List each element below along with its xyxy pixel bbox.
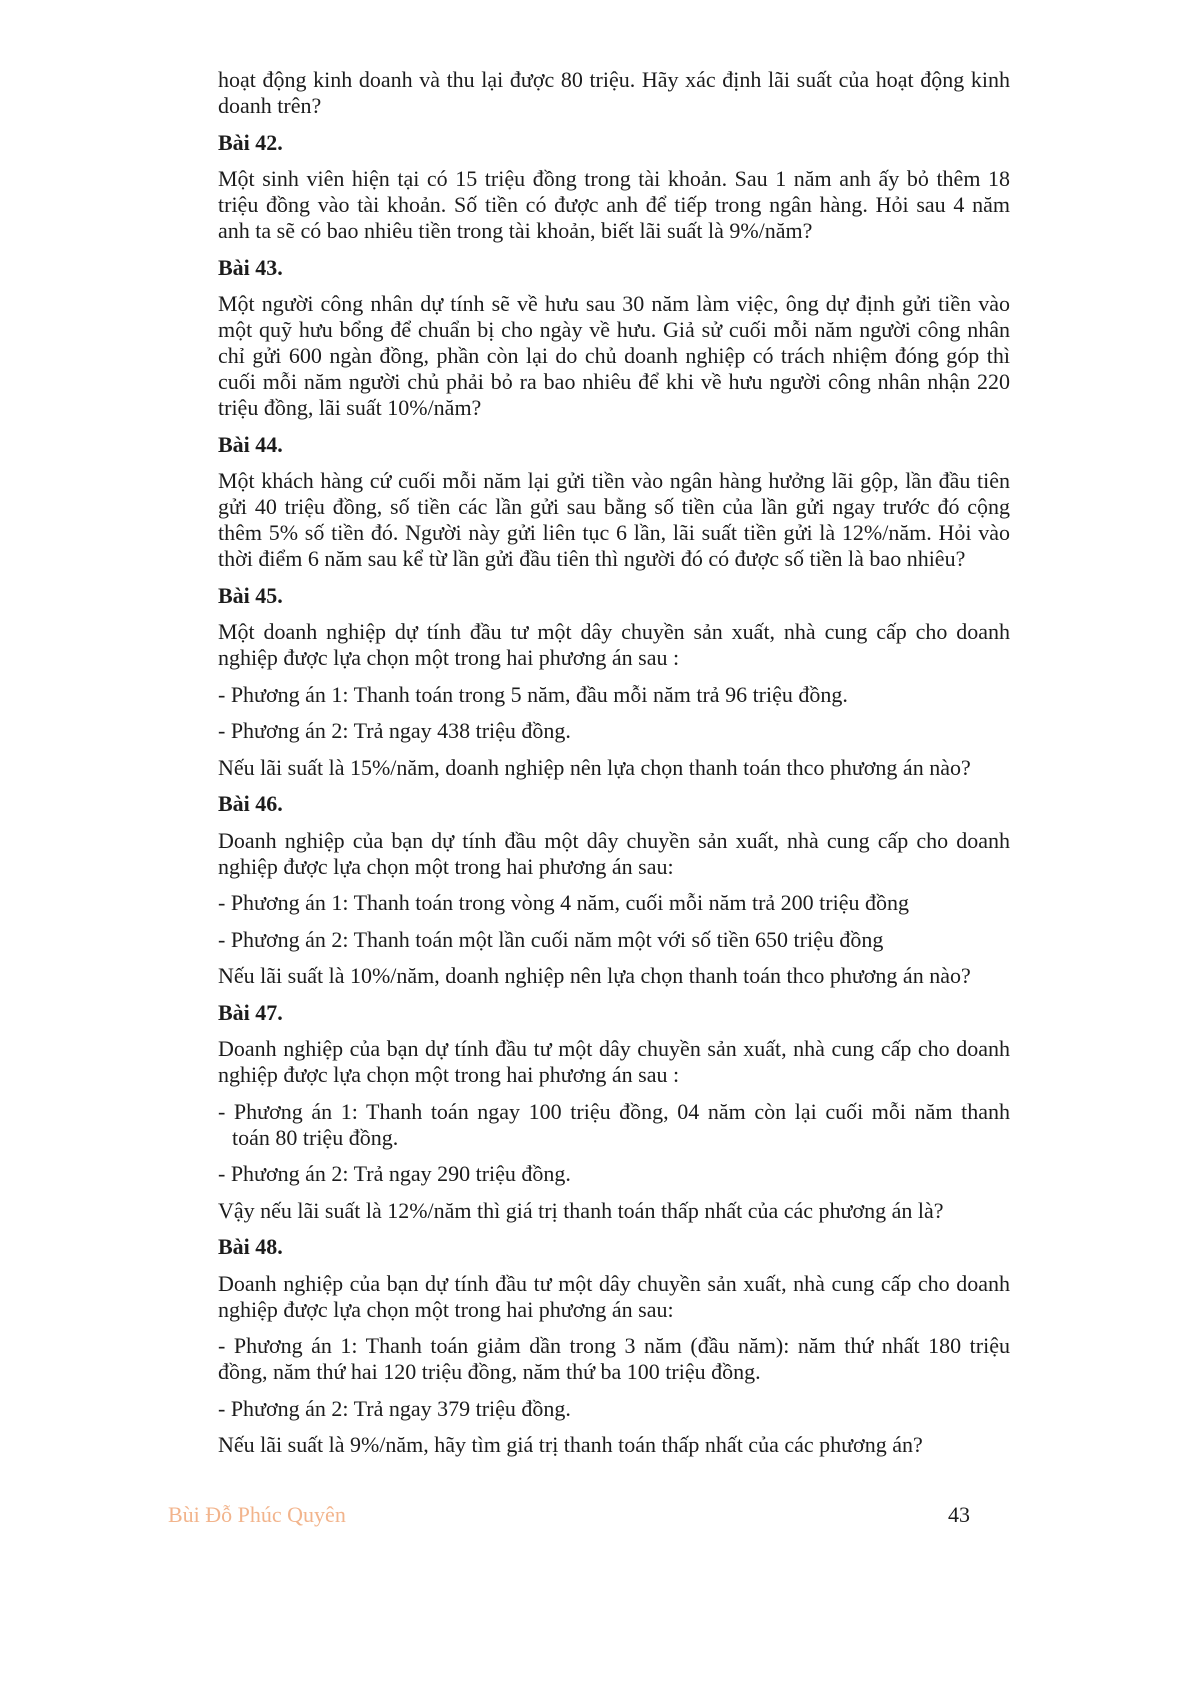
text-line: gửi 40 triệu đồng, số tiền các lần gửi sau bằng số tiền của lần gửi ngay trước đó cộng [218,494,1010,519]
exercise-prompt [218,755,1010,781]
option-item [218,718,1010,744]
text-line: Nếu lãi suất là 9%/năm, hãy tìm giá trị thanh toán thấp nhất của các phương án? [218,1432,923,1457]
exercise-question [218,1036,1010,1088]
text-line: Vậy nếu lãi suất là 12%/năm thì giá trị thanh toán thấp nhất của các phương án là? [218,1197,944,1223]
option-item [218,1333,1010,1385]
text-line: - Phương án 1: Thanh toán ngay 100 triệu đồng, 04 năm còn lại cuối mỗi năm thanh [218,1098,1010,1124]
exercise-45 [218,583,1010,781]
exercise-title: Bài 46. [218,791,283,816]
exercise-title: Bài 45. [218,582,283,608]
text-line: nghiệp được lựa chọn một trong hai phương án sau: [218,1296,674,1322]
text-line: thêm 5% số tiền đó. Người này gửi liên tục 6 lần, lãi suất tiền gửi là 12%/năm. Hỏi vào [218,520,1010,545]
text-line: Doanh nghiệp của bạn dự tính đầu tư một dây chuyền sản xuất, nhà cung cấp cho doanh [218,1036,1010,1061]
page-number: 43 [948,1502,970,1527]
exercise-title: Bài 42. [218,129,283,155]
text-line: triệu đồng, lãi suất 10%/năm? [218,395,482,420]
text-line: một quỹ hưu bổng để chuẩn bị cho ngày về hưu. Giả sử cuối mỗi năm người công nhân [218,317,1010,342]
text-line: nghiệp được lựa chọn một trong hai phương án sau : [218,645,680,670]
exercise-prompt [218,963,1010,989]
text-line: toán 80 triệu đồng. [232,1124,399,1150]
exercise-prompt [218,1198,1010,1224]
option-item [218,1396,1010,1422]
exercise-48 [218,1234,1010,1458]
text-line: nghiệp được lựa chọn một trong hai phương án sau: [218,853,674,879]
text-line: nghiệp được lựa chọn một trong hai phương án sau : [218,1062,680,1087]
exercise-44 [218,432,1010,573]
text-line: Một sinh viên hiện tại có 15 triệu đồng trong tài khoản. Sau 1 năm anh ấy bỏ thêm 18 [218,166,1010,191]
text-line: hoạt động kinh doanh và thu lại được 80 triệu. Hãy xác định lãi suất của hoạt động kinh [218,67,1010,92]
exercise-prompt [218,1432,1010,1458]
text-line: Nếu lãi suất là 15%/năm, doanh nghiệp nên lựa chọn thanh toán thco phương án nào? [218,754,971,780]
exercise-43 [218,255,1010,422]
exercise-46 [218,791,1010,989]
paragraph-continuation [218,67,1010,119]
text-line: Doanh nghiệp của bạn dự tính đầu tư một dây chuyền sản xuất, nhà cung cấp cho doanh [218,1270,1010,1296]
text-line: Một doanh nghiệp dự tính đầu tư một dây chuyền sản xuất, nhà cung cấp cho doanh [218,619,1010,644]
text-line: - Phương án 1: Thanh toán giảm dần trong 3 năm (đầu năm): năm thứ nhất 180 triệu [218,1333,1010,1358]
exercise-title: Bài 48. [218,1234,283,1259]
footer-author: Bùi Đỗ Phúc Quyên [168,1502,346,1527]
option-item [218,927,1010,953]
text-line: Nếu lãi suất là 10%/năm, doanh nghiệp nên lựa chọn thanh toán thco phương án nào? [218,963,971,988]
text-line: - Phương án 2: Trả ngay 290 triệu đồng. [218,1161,571,1186]
exercise-question [218,619,1010,671]
option-item [218,890,1010,916]
text-line: Doanh nghiệp của bạn dự tính đầu một dây chuyền sản xuất, nhà cung cấp cho doanh [218,827,1010,853]
text-line: Một người công nhân dự tính sẽ về hưu sau 30 năm làm việc, ông dự định gửi tiền vào [218,291,1010,316]
text-line: anh ta sẽ có bao nhiêu tiền trong tài khoản, biết lãi suất là 9%/năm? [218,218,813,243]
document-body [218,67,1010,1469]
text-line: - Phương án 2: Trả ngay 379 triệu đồng. [218,1395,571,1421]
text-line: - Phương án 1: Thanh toán trong 5 năm, đầu mỗi năm trả 96 triệu đồng. [218,681,848,707]
text-line: triệu đồng vào tài khoản. Số tiền có được anh để tiếp trong ngân hàng. Hỏi sau 4 năm [218,192,1010,217]
exercise-title: Bài 47. [218,999,283,1025]
text-line: doanh trên? [218,93,322,118]
text-line: - Phương án 2: Trả ngay 438 triệu đồng. [218,718,571,743]
exercise-question [218,1271,1010,1323]
exercise-question [218,828,1010,880]
exercise-title: Bài 44. [218,431,283,457]
text-line: thời điểm 6 năm sau kể từ lần gửi đầu tiên thì người đó có được số tiền là bao nhiêu? [218,546,966,571]
exercise-question [218,166,1010,244]
exercise-question [218,468,1010,572]
text-line: cuối mỗi năm người chủ phải bỏ ra bao nhiêu để khi về hưu người công nhân nhận 220 [218,369,1010,394]
text-line: - Phương án 1: Thanh toán trong vòng 4 năm, cuối mỗi năm trả 200 triệu đồng [218,890,909,915]
option-item [218,1161,1010,1187]
exercise-title: Bài 43. [218,254,283,280]
option-item [218,1099,1010,1151]
exercise-question [218,291,1010,421]
option-item [218,682,1010,708]
text-line: - Phương án 2: Thanh toán một lần cuối năm một với số tiền 650 triệu đồng [218,926,884,952]
text-line: đồng, năm thứ hai 120 triệu đồng, năm thứ ba 100 triệu đồng. [218,1359,761,1384]
exercise-42 [218,130,1010,245]
text-line: Một khách hàng cứ cuối mỗi năm lại gửi tiền vào ngân hàng hưởng lãi gộp, lần đầu tiên [218,468,1010,493]
text-line: chỉ gửi 600 ngàn đồng, phần còn lại do chủ doanh nghiệp có trách nhiệm đóng góp thì [218,343,1010,368]
exercise-47 [218,1000,1010,1224]
